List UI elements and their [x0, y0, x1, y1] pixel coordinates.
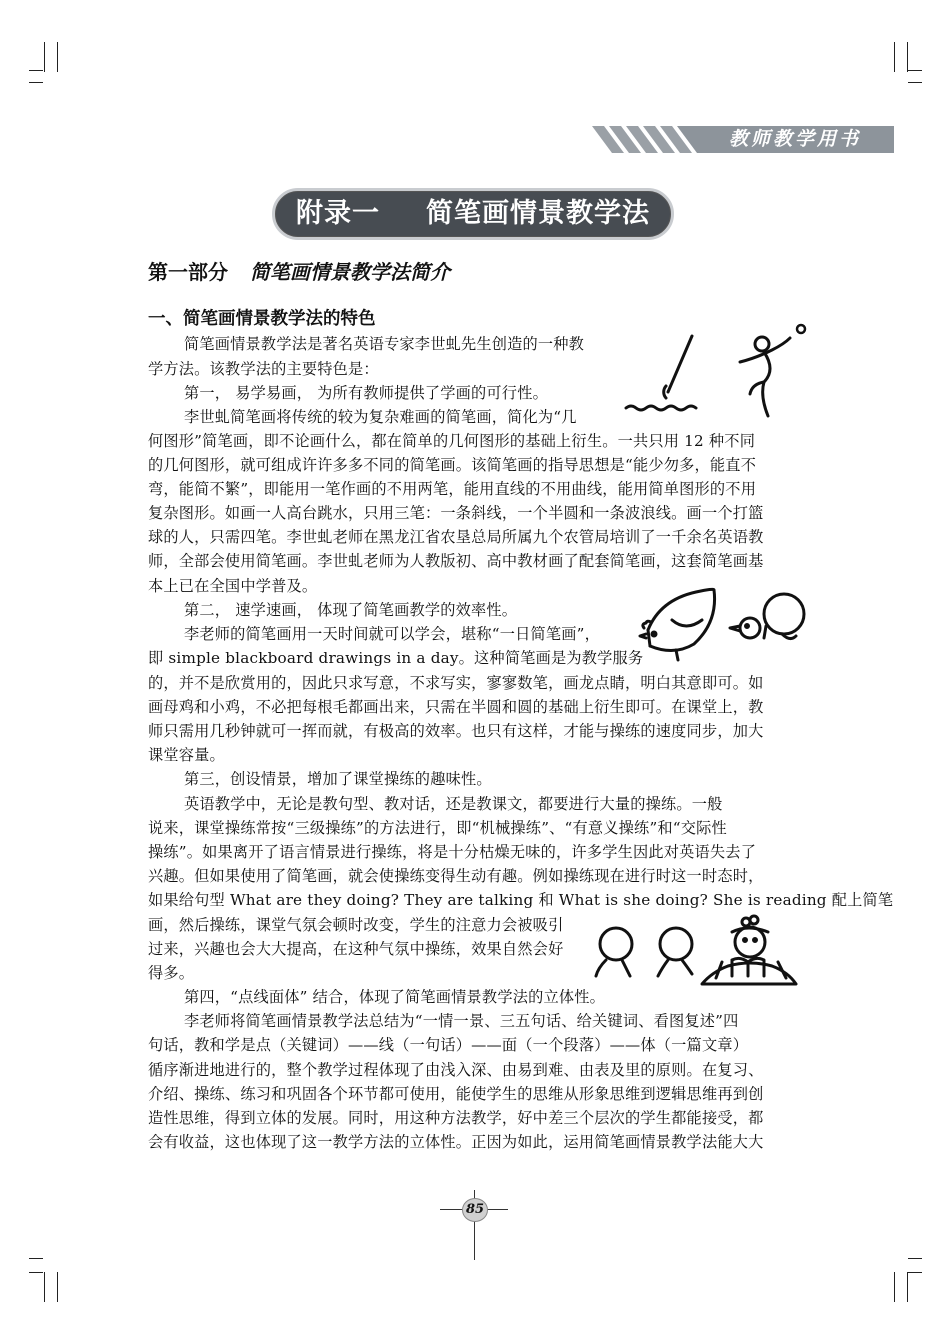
basketball-player-drawing	[738, 322, 808, 422]
crop-mark-top-right	[907, 42, 908, 72]
header-label: 教师教学用书	[728, 128, 861, 150]
body-line: 的几何图形，就可组成许许多多不同的简笔画。该简笔画的指导思想是“能少勿多，能直不	[148, 456, 757, 474]
body-line: 师只需用几秒钟就可一挥而就，有极高的效率。也只有这样，才能与操练的速度同步，加大	[148, 722, 764, 740]
crop-mark-bottom-right	[907, 1272, 908, 1302]
diving-drawing	[626, 332, 706, 412]
body-line: 第一， 易学易画， 为所有教师提供了学画的可行性。	[184, 384, 548, 402]
body-line: 即 simple blackboard drawings in a day。这种简笔画是为教学服务	[148, 649, 644, 667]
crop-mark-bottom-left	[29, 1258, 43, 1259]
part-heading-number: 第一部分	[148, 260, 228, 284]
crop-mark-top-right	[908, 70, 922, 71]
body-line: 造性思维，得到立体的发展。同时，用这种方法教学，好中差三个层次的学生都能接受，都	[148, 1109, 764, 1127]
appendix-number: 附录一	[296, 198, 380, 229]
appendix-name: 简笔画情景教学法	[426, 198, 650, 229]
body-line: 球的人，只需四笔。李世虬老师在黑龙江省农垦总局所属九个农管局培训了一千余名英语教	[148, 528, 764, 546]
part-heading-title: 简笔画情景教学法简介	[250, 260, 450, 284]
body-line: 过来，兴趣也会大大提高，在这种气氛中操练，效果自然会好	[148, 940, 564, 958]
body-line: 如果给句型 What are they doing? They are talking 和 What is she doing? She is reading 配上简笔	[148, 891, 894, 909]
crop-mark-bottom-left	[44, 1272, 45, 1302]
body-line: 何图形”简笔画，即不论画什么，都在简单的几何图形的基础上衍生。一共只用 12 种不同	[148, 432, 756, 450]
crop-mark-bottom-right	[894, 1272, 895, 1302]
body-line: 第三，创设情景，增加了课堂操练的趣味性。	[184, 770, 492, 788]
girl-reading-drawing	[702, 914, 800, 990]
body-line: 画，然后操练，课堂气氛会顿时改变，学生的注意力会被吸引	[148, 916, 564, 934]
body-line: 第二， 速学速画， 体现了简笔画教学的效率性。	[184, 601, 518, 619]
crop-mark-top-left	[29, 70, 43, 71]
body-line: 介绍、操练、练习和巩固各个环节都可使用，能使学生的思维从形象思维到逻辑思维再到创	[148, 1085, 764, 1103]
body-line: 句话，教和学是点（关键词）——线（一句话）——面（一个段落）——体（一篇文章）	[148, 1036, 749, 1054]
crop-mark-bottom-left	[29, 1272, 43, 1273]
body-line: 师，全部会使用简笔画。李世虬老师为人教版初、高中教材画了配套简笔画，这套简笔画基	[148, 552, 764, 570]
body-line: 得多。	[148, 964, 195, 982]
body-line: 操练”。如果离开了语言情景进行操练，将是十分枯燥无味的，许多学生因此对英语失去了	[148, 843, 757, 861]
crop-mark-top-right	[908, 82, 922, 83]
part-heading	[148, 256, 450, 285]
body-line: 画母鸡和小鸡，不必把每根毛都画出来，只需在半圆和圆的基础上衍生即可。在课堂上，教	[148, 698, 764, 716]
body-line: 弯，能简不繁”，即能用一笔作画的不用两笔，能用直线的不用曲线，能用简单图形的不用	[148, 480, 757, 498]
crop-mark-bottom-right	[908, 1258, 922, 1259]
body-line: 循序渐进地进行的，整个教学过程体现了由浅入深、由易到难、由表及里的原则。在复习、	[148, 1061, 764, 1079]
crop-mark-top-left	[57, 42, 58, 72]
crop-mark-top-left	[44, 42, 45, 72]
body-line: 复杂图形。如画一人高台跳水，只用三笔：一条斜线，一个半圆和一条波浪线。画一个打篮	[148, 504, 764, 522]
body-line: 本上已在全国中学普及。	[148, 577, 318, 595]
body-line: 的，并不是欣赏用的，因此只求写意，不求写实，寥寥数笔，画龙点睛，明白其意即可。如	[148, 674, 764, 692]
body-line: 李世虬简笔画将传统的较为复杂难画的简笔画，简化为“几	[184, 408, 577, 426]
body-line: 说来，课堂操练常按“三级操练”的方法进行，即“机械操练”、“有意义操练”和“交际性	[148, 819, 727, 837]
people-talking-drawing	[596, 924, 700, 982]
body-line: 会有收益，这也体现了这一教学方法的立体性。正因为如此，运用简笔画情景教学法能大大	[148, 1133, 764, 1151]
body-line: 李老师将简笔画情景教学法总结为“一情一景、三五句话、给关键词、看图复述”四	[184, 1012, 739, 1030]
body-line: 学方法。该教学法的主要特色是：	[148, 360, 379, 378]
body-line: 李老师的简笔画用一天时间就可以学会，堪称“一日简笔画”，	[184, 625, 601, 643]
body-line: 第四，“点线面体” 结合，体现了简笔画情景教学法的立体性。	[184, 988, 606, 1006]
page-number: 85	[462, 1198, 488, 1222]
body-line: 兴趣。但如果使用了简笔画，就会使操练变得生动有趣。例如操练现在进行时这一时态时，	[148, 867, 764, 885]
section-heading: 一、简笔画情景教学法的特色	[148, 309, 376, 329]
body-line: 英语教学中，无论是教句型、教对话，还是教课文，都要进行大量的操练。一般	[184, 795, 723, 813]
crop-mark-top-left	[29, 82, 43, 83]
crop-mark-top-right	[894, 42, 895, 72]
body-line: 简笔画情景教学法是著名英语专家李世虬先生创造的一种教	[184, 335, 585, 353]
appendix-title	[272, 188, 674, 240]
body-line: 课堂容量。	[148, 746, 225, 764]
hen-and-chick-drawing	[632, 586, 812, 666]
crop-mark-bottom-left	[57, 1272, 58, 1302]
crop-mark-bottom-right	[908, 1272, 922, 1273]
